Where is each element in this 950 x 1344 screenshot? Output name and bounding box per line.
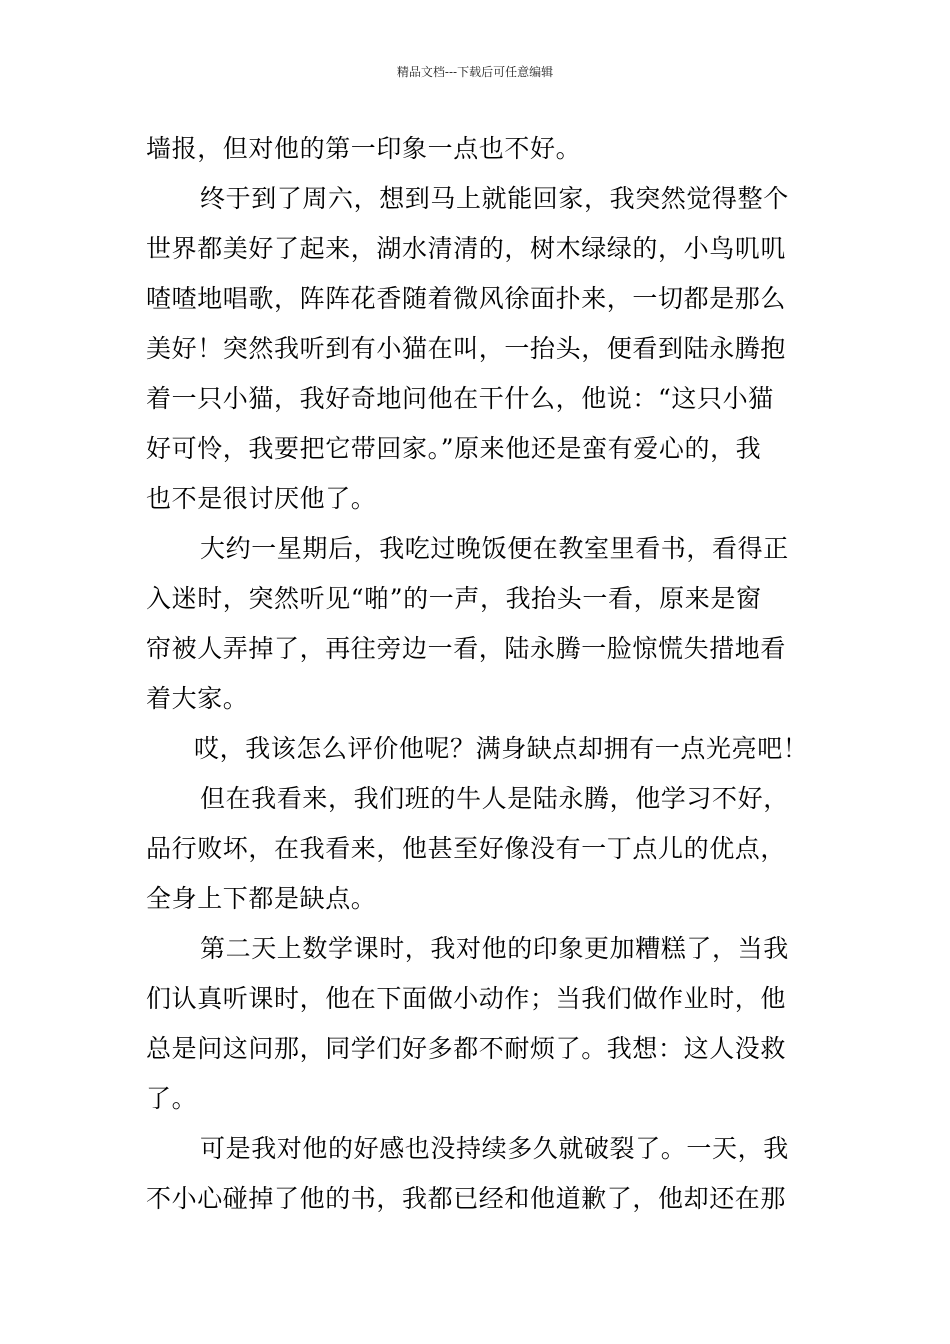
text-line: 世界都美好了起来，湖水清清的，树木绿绿的，小鸟叽叽	[146, 234, 787, 263]
text-line: 大约一星期后，我吃过晚饭便在教室里看书，看得正	[200, 534, 789, 563]
text-line: 墙报，但对他的第一印象一点也不好。	[146, 134, 582, 163]
page-header: 精品文档---下载后可任意编辑	[396, 65, 554, 79]
text-line: 但在我看来，我们班的牛人是陆永腾，他学习不好，	[200, 784, 789, 813]
text-line: 全身上下都是缺点。	[146, 884, 377, 913]
text-line: 哎，我该怎么评价他呢？满身缺点却拥有一点光亮吧！	[194, 734, 809, 763]
text-line: 第二天上数学课时，我对他的印象更加糟糕了，当我	[200, 934, 789, 963]
text-line: 了。	[146, 1084, 198, 1113]
text-line: 可是我对他的好感也没持续多久就破裂了。一天，我	[200, 1134, 789, 1163]
text-line: 也不是很讨厌他了。	[146, 484, 377, 513]
text-line: 喳喳地唱歌，阵阵花香随着微风徐面扑来，一切都是那么	[146, 284, 787, 313]
text-line: 品行败坏，在我看来，他甚至好像没有一丁点儿的优点，	[146, 834, 787, 863]
text-line: 美好！突然我听到有小猫在叫，一抬头，便看到陆永腾抱	[146, 334, 787, 363]
text-line: 们认真听课时，他在下面做小动作；当我们做作业时，他	[146, 984, 787, 1013]
text-line: 着大家。	[146, 684, 249, 713]
text-line: 总是问这问那，同学们好多都不耐烦了。我想：这人没救	[146, 1034, 787, 1063]
text-line: 不小心碰掉了他的书，我都已经和他道歉了，他却还在那	[146, 1184, 787, 1213]
text-line: 帘被人弄掉了，再往旁边一看，陆永腾一脸惊慌失措地看	[146, 634, 787, 663]
text-line: 好可怜，我要把它带回家。”原来他还是蛮有爱心的，我	[146, 434, 762, 463]
text-line: 入迷时，突然听见“啪”的一声，我抬头一看，原来是窗	[146, 584, 762, 613]
text-line: 着一只小猫，我好奇地问他在干什么，他说：“这只小猫	[146, 384, 774, 413]
document-body	[146, 124, 808, 1224]
text-line: 终于到了周六，想到马上就能回家，我突然觉得整个	[200, 184, 789, 213]
